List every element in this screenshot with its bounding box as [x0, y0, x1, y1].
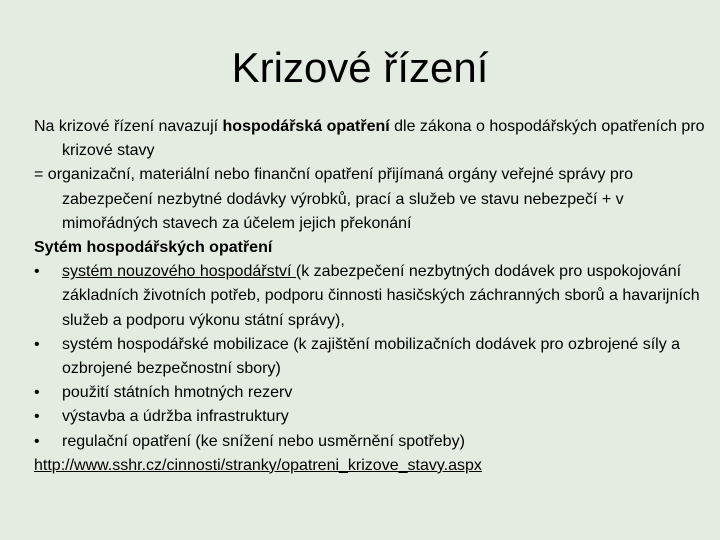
system-heading-text: Sytém hospodářských opatření	[34, 239, 273, 257]
bullet-underlined-text: systém nouzového hospodářství	[62, 263, 296, 281]
bullet-text: použití státních hmotných rezerv	[62, 384, 293, 402]
bullet-text: (k zabezpečení nezbytných dodávek pro uspokojování základních životních potřeb, podporu činnosti hasičských záchranných sborů a havarijních služeb a podporu výkonu státní správy),	[62, 263, 700, 329]
intro-paragraph	[34, 115, 714, 163]
intro-bold-term: hospodářská opatření	[222, 118, 390, 135]
definition-paragraph: = organizační, materiální nebo finanční opatření přijímaná orgány veřejné správy pro zabezpečení nezbytné dodávky výrobků, prací a služeb ve stavu nebezpečí + v mimořádných stavech za účelem jejich překonání	[34, 166, 634, 232]
bullet-item	[34, 430, 714, 454]
bullet-item	[34, 333, 714, 381]
system-heading	[34, 236, 714, 260]
sshr-link[interactable]: http://www.sshr.cz/cinnosti/stranky/opatreni_krizove_stavy.aspx	[34, 456, 482, 474]
bullet-icon: •	[34, 408, 40, 426]
slide-body	[34, 115, 714, 478]
bullet-text: výstavba a údržba infrastruktury	[62, 408, 289, 426]
bullet-item	[34, 260, 714, 333]
bullet-icon: •	[34, 384, 40, 402]
bullet-text: systém hospodářské mobilizace (k zajištění mobilizačních dodávek pro ozbrojené síly a ozbrojené bezpečnostní sbory)	[62, 335, 681, 378]
bullet-text: regulační opatření (ke snížení nebo usměrnění spotřeby)	[62, 432, 465, 450]
bullet-item	[34, 381, 714, 405]
intro-text-end: dle zákona o hospodářských opatřeních pro krizové stavy	[62, 118, 705, 160]
intro-text-start: Na krizové řízení navazují	[34, 118, 223, 135]
bullet-item	[34, 405, 714, 429]
slide-title: Krizové řízení	[231, 44, 489, 91]
bullet-icon: •	[34, 335, 40, 353]
link-line	[34, 454, 714, 478]
bullet-icon: •	[34, 263, 40, 281]
bullet-icon: •	[34, 432, 40, 450]
